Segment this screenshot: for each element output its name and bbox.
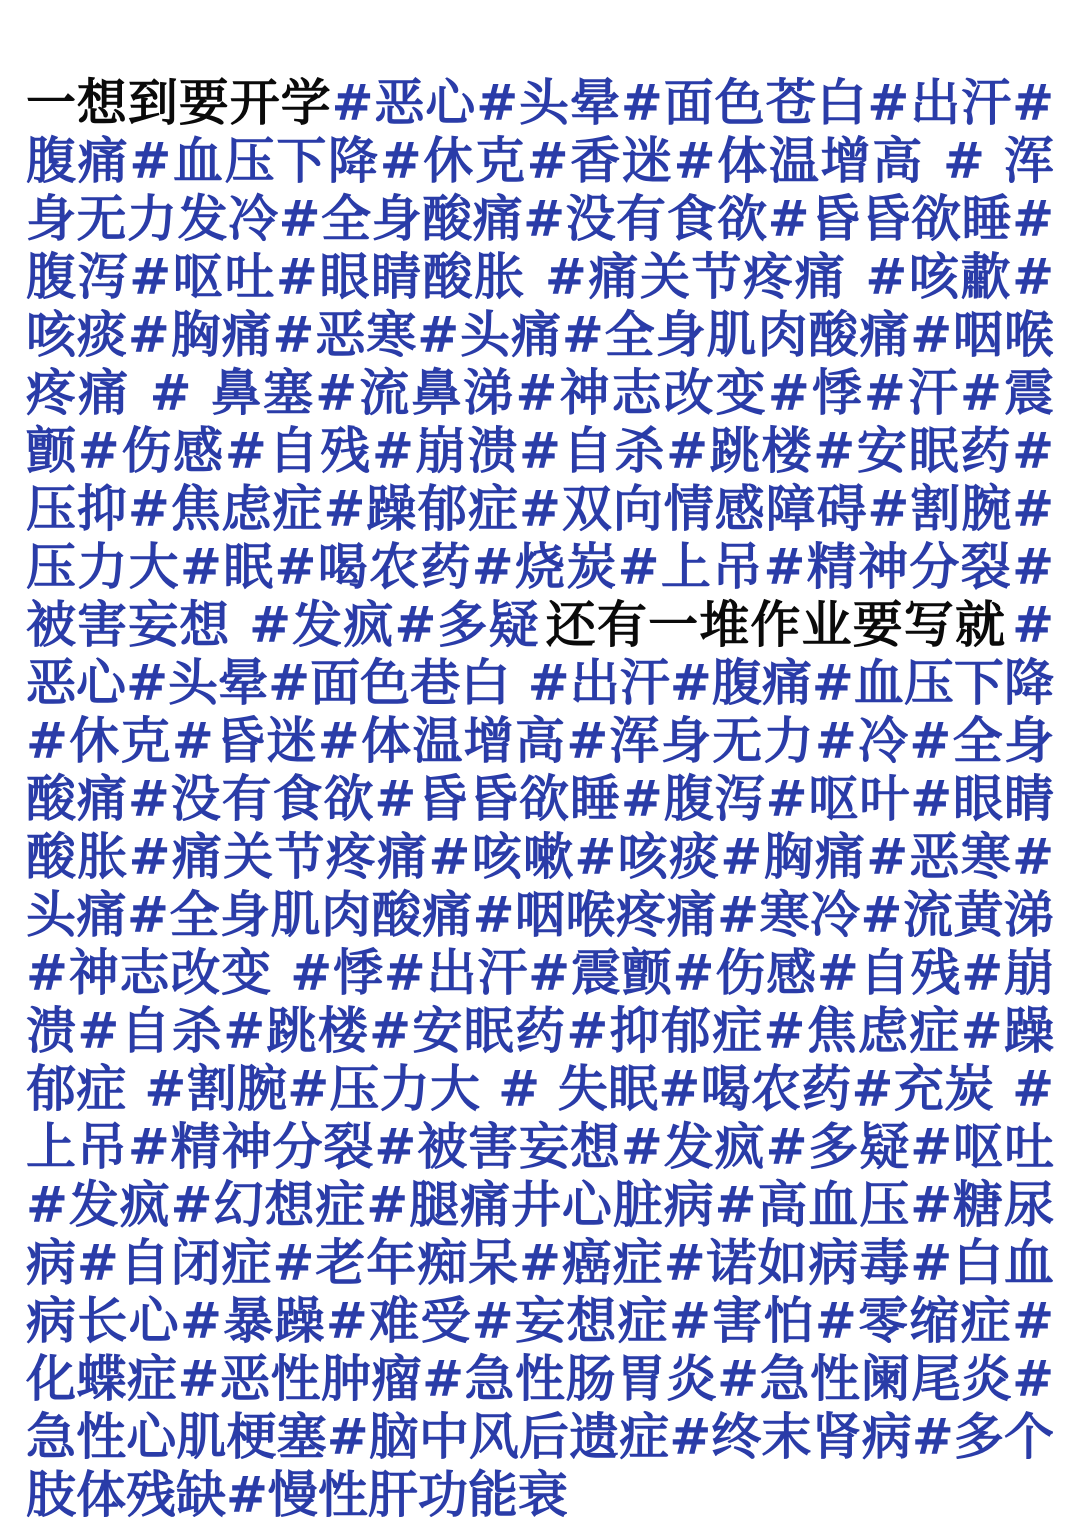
symptom-list-2: #恶心#头晕#面色巷白 #出汗#腹痛#血压下降#休克#昏迷#体温增高#浑身无力#冷#全身酸痛#没有食欲#昏昏欲睡#腹泻#呕叶#眼睛酸胀#痛关节疼痛#咳嗽#咳痰#胸痛#恶寒#头痛#全身肌肉酸痛#咽喉疼痛#寒冷#流黄涕#神志改变 #悸#出汗#震颤#伤感#自残#崩溃#自杀#跳楼#安眠药#抑郁症#焦虑症#躁郁症 #割腕#压力大 # 失眠#喝农药#充炭 # 上吊#精神分裂#被害妄想#发疯#多疑#呕吐#发疯#幻想症#腿痛井心脏病#高血压#糖尿病#自闭症#老年痴呆#癌症#诺如病毒#白血病长心#暴躁#难受#妄想症#害怕#零缩症#化蝶症#恶性肿瘤#急性肠胃炎#急性阑尾炎#急性心肌梗塞#脑中风后遗症#终末肾病#多个肢体残缺#慢性肝功能衰 [26,596,1055,1524]
symptom-list-1: #恶心#头晕#面色苍白#出汗#腹痛#血压下降#休克#香迷#体温增高 # 浑身无力发冷#全身酸痛#没有食欲#昏昏欲睡#腹泻#呕吐#眼睛酸胀 #痛关节疼痛 #咳歗#咳痰#胸痛#恶寒#头痛#全身肌肉酸痛#咽喉疼痛 # 鼻塞#流鼻涕#神志改变#悸#汗#震颤#伤感#自残#崩溃#自杀#跳楼#安眠药#压抑#焦虑症#躁郁症#双向情感障碍#割腕#压力大#眠#喝农药#烧炭#上吊#精神分裂#被害妄想 #发疯#多疑 [26,74,1054,654]
symptom-text-body [26,74,1054,1524]
lead-phrase-1: 一想到要开学 [26,74,332,132]
lead-phrase-2: 还有一堆作业要写就 [545,596,1007,654]
